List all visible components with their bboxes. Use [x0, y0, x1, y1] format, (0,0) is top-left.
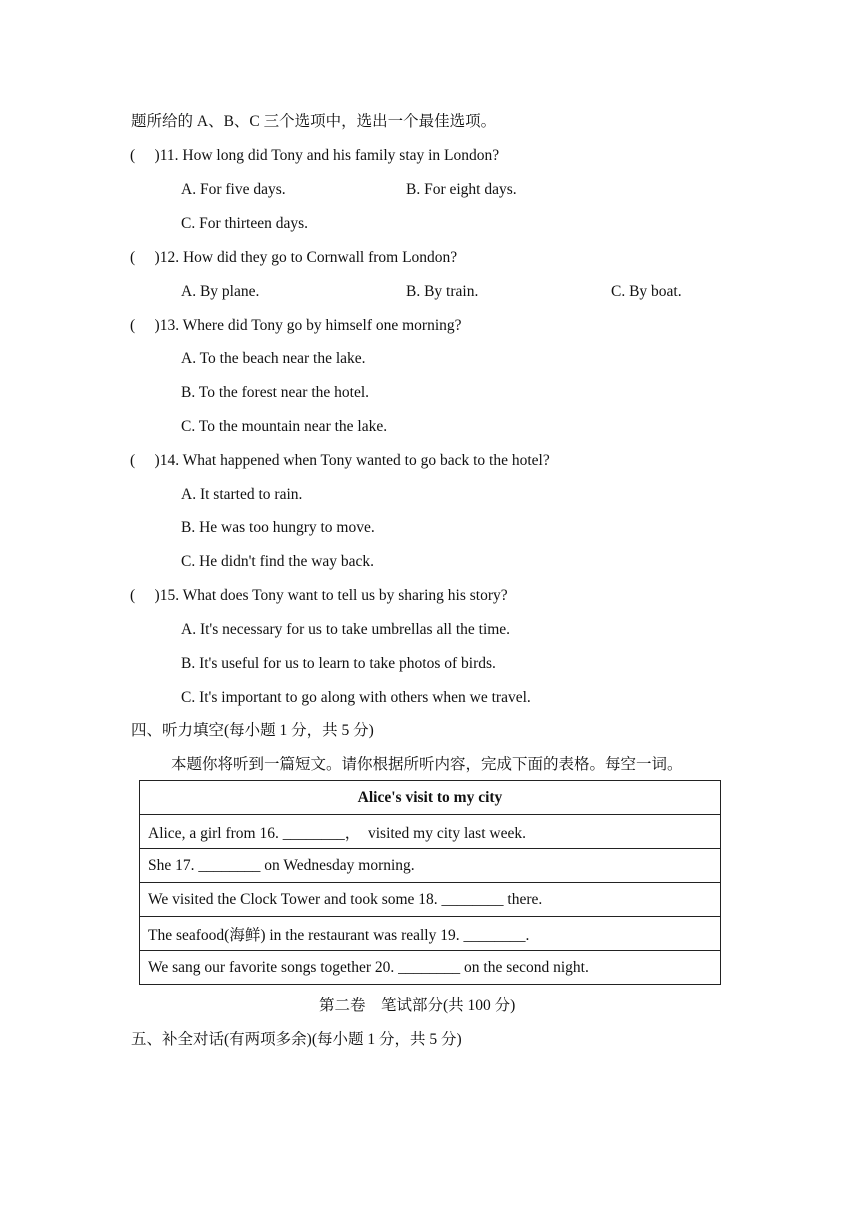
question-12-option-c: C. By boat. — [611, 283, 682, 300]
table-row-18: We visited the Clock Tower and took some 18. ________ there. — [140, 883, 721, 917]
question-15-option-a: A. It's necessary for us to take umbrellas all the time. — [181, 621, 511, 638]
question-14-stem: ( )14. What happened when Tony wanted to go back to the hotel? — [130, 452, 550, 469]
question-15-stem: ( )15. What does Tony want to tell us by sharing his story? — [130, 587, 508, 604]
question-14-option-b: B. He was too hungry to move. — [181, 519, 375, 536]
question-12-option-b: B. By train. — [406, 283, 479, 300]
section-4-instruction: 本题你将听到一篇短文。请你根据所听内容，完成下面的表格。每空一词。 — [171, 756, 683, 773]
question-13-stem: ( )13. Where did Tony go by himself one morning? — [130, 317, 462, 334]
question-11-option-a: A. For five days. — [181, 181, 286, 198]
section-5-title: 五、补全对话(有两项多余)(每小题 1 分，共 5 分) — [131, 1031, 462, 1048]
table-row-20: We sang our favorite songs together 20. ________ on the second night. — [140, 951, 721, 985]
question-12-stem: ( )12. How did they go to Cornwall from London? — [130, 249, 458, 266]
question-13-option-b: B. To the forest near the hotel. — [181, 384, 370, 401]
table-row-17: She 17. ________ on Wednesday morning. — [140, 849, 721, 883]
table-row-19: The seafood(海鲜) in the restaurant was really 19. ________. — [140, 917, 721, 951]
table-header-row — [140, 781, 721, 815]
question-15-option-c: C. It's important to go along with others when we travel. — [181, 689, 531, 706]
table-row — [140, 883, 721, 917]
question-13-option-c: C. To the mountain near the lake. — [181, 418, 388, 435]
question-11-option-b: B. For eight days. — [406, 181, 517, 198]
table-row — [140, 951, 721, 985]
question-14-option-a: A. It started to rain. — [181, 486, 303, 503]
table-row — [140, 815, 721, 849]
question-14-option-c: C. He didn't find the way back. — [181, 553, 375, 570]
table-row-16: Alice, a girl from 16. ________， visited my city last week. — [140, 815, 721, 849]
table-title: Alice's visit to my city — [140, 781, 721, 815]
listening-fill-table — [139, 780, 721, 985]
instruction-intro: 题所给的 A、B、C 三个选项中，选出一个最佳选项。 — [131, 113, 497, 130]
question-15-option-b: B. It's useful for us to learn to take photos of birds. — [181, 655, 496, 672]
question-11-option-c: C. For thirteen days. — [181, 215, 308, 232]
question-12-option-a: A. By plane. — [181, 283, 260, 300]
question-11-stem: ( )11. How long did Tony and his family stay in London? — [130, 147, 500, 164]
question-13-option-a: A. To the beach near the lake. — [181, 350, 366, 367]
part-2-title: 第二卷 笔试部分(共 100 分) — [319, 997, 516, 1014]
table-row — [140, 917, 721, 951]
table-row — [140, 849, 721, 883]
section-4-title: 四、听力填空(每小题 1 分，共 5 分) — [131, 722, 374, 739]
